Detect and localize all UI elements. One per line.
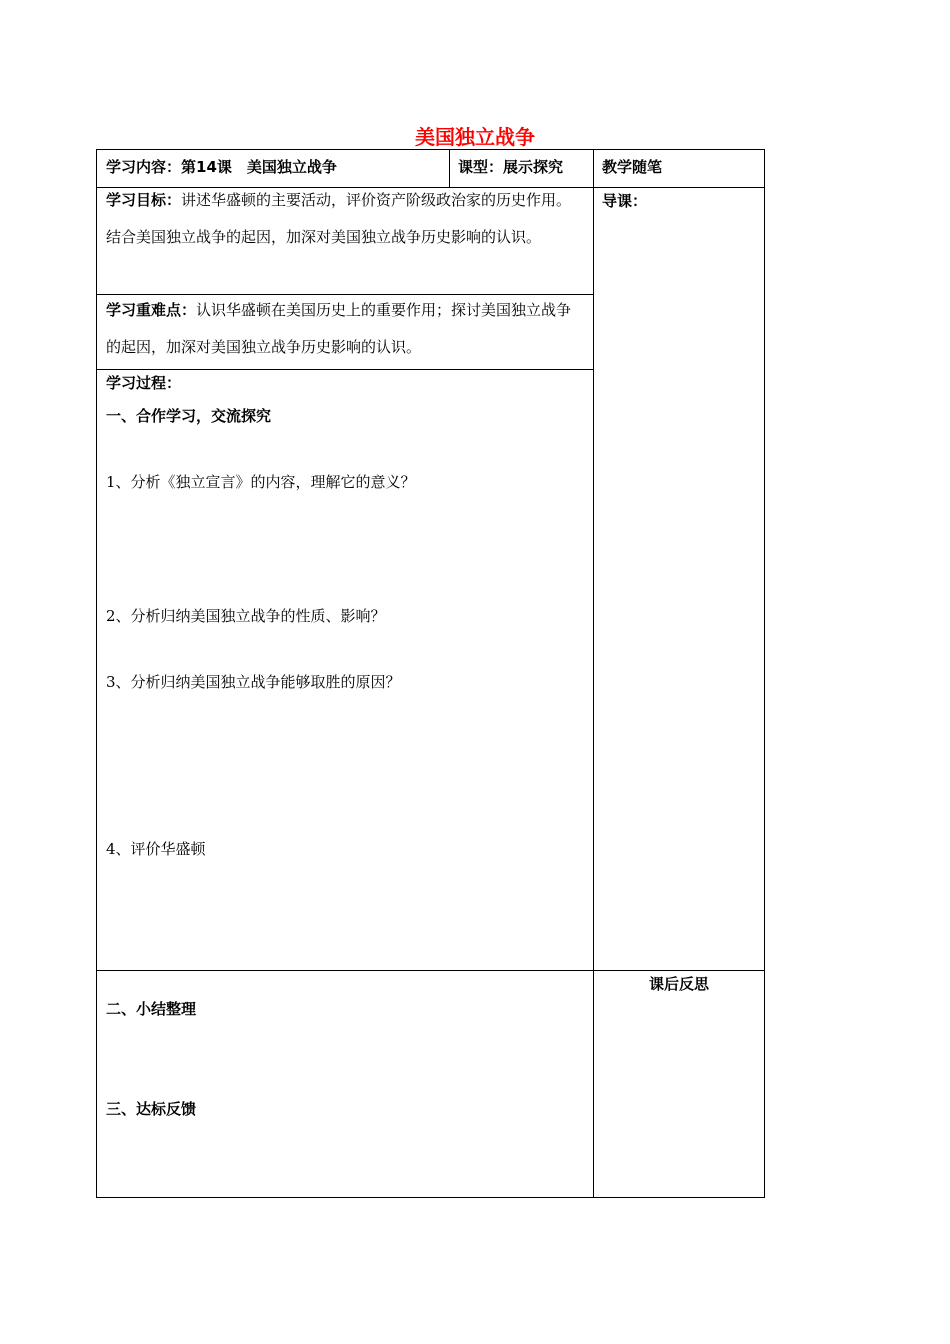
section-summary: 二、小结整理 (106, 1000, 197, 1018)
table-right-border (764, 149, 765, 1198)
goals-cell (106, 182, 586, 256)
question-4: 4、评价华盛顿 (106, 840, 206, 858)
question-1: 1、分析《独立宣言》的内容，理解它的意义？ (106, 473, 416, 491)
table-left-border (96, 149, 97, 1198)
content-value: 第14课 美国独立战争 (181, 158, 337, 176)
page-title: 美国独立战争 (415, 125, 535, 149)
section-feedback: 三、达标反馈 (106, 1100, 197, 1118)
notes-heading: 教学随笔 (602, 158, 663, 176)
content-cell (106, 149, 337, 186)
section-cooperative-learning: 一、合作学习，交流探究 (106, 407, 272, 425)
keypoints-text: 认识华盛顿在美国历史上的重要作用；探讨美国独立战争的起因，加深对美国独立战争历史影响的认识。 (106, 301, 572, 356)
reflection-heading: 课后反思 (648, 975, 709, 993)
question-3: 3、分析归纳美国独立战争能够取胜的原因？ (106, 673, 401, 691)
keypoints-label: 学习重难点： (106, 301, 197, 319)
question-2: 2、分析归纳美国独立战争的性质、影响？ (106, 607, 386, 625)
keypoints-cell (106, 292, 586, 366)
type-label: 课型： (458, 158, 504, 176)
type-value: 展示探究 (503, 158, 564, 176)
goals-text: 讲述华盛顿的主要活动，评价资产阶级政治家的历史作用。结合美国独立战争的起因，加深对美国独立战争历史影响的认识。 (106, 191, 572, 246)
goals-label: 学习目标： (106, 191, 182, 209)
guide-label: 导课： (602, 192, 648, 210)
process-label: 学习过程： (106, 374, 182, 392)
table-bottom-border (96, 1197, 765, 1198)
content-label: 学习内容： (106, 158, 182, 176)
col-divider-notes (593, 149, 594, 1198)
type-cell (458, 149, 563, 186)
